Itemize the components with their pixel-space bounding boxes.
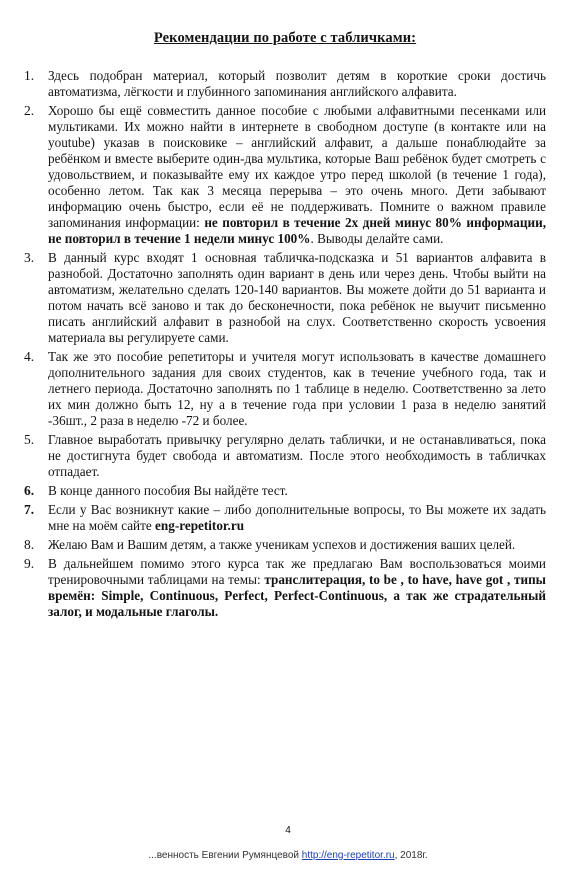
list-item xyxy=(24,250,546,346)
item-number: 5. xyxy=(24,432,35,447)
item-text: Здесь подобран материал, который позволит детям в короткие сроки достичь автоматизма, лёгкости и глубинного запоминания английского алфавита. xyxy=(48,68,546,99)
item-number: 8. xyxy=(24,537,35,552)
item-text: Желаю Вам и Вашим детям, а также ученикам успехов и достижения ваших целей. xyxy=(48,537,516,552)
page-title: Рекомендации по работе с табличками: xyxy=(153,30,417,46)
item-text: Главное выработать привычку регулярно делать таблички, и не останавливаться, пока не достигнута будет свобода и автоматизм. После этого необходимость в табличках отпадает. xyxy=(48,432,546,479)
item-number: 4. xyxy=(24,349,35,364)
item-number: 6. xyxy=(24,483,35,498)
list-item xyxy=(24,68,546,100)
item-number: 9. xyxy=(24,556,35,571)
item-text: Если у Вас возникнут какие – либо дополнительные вопросы, то Вы можете их задать мне на моём сайте eng-repetitor.ru xyxy=(48,502,546,533)
item-text: Так же это пособие репетиторы и учителя могут использовать в качестве домашнего дополнительного задания для своих студентов, как в течение учебного года, так и летнего периода. Достаточно заполнять по 1 таблице в неделю. Соответственно за лето их мин должно быть 12, ну а в течение года при условии 1 раза в неделю занятий -36шт., 2 раза в неделю -72 и более. xyxy=(48,349,546,428)
footer-site-link[interactable]: http://eng-repetitor.ru xyxy=(301,850,395,861)
list-item xyxy=(24,537,546,553)
memory-rule: не повторил в течение 2х дней минус 80% информации, не повторил в течение 1 недели минус 100% xyxy=(48,215,546,246)
recommendations-list xyxy=(24,68,546,620)
list-item xyxy=(24,556,546,620)
footer-copyright: ...венность Евгении Румянцевой http://eng-repetitor.ru, 2018г. xyxy=(148,850,428,861)
topics-list: транслитерация, to be , to have, have got , типы времён: Simple, Continuous, Perfect, Perfect-Continuous, а так же страдательный залог, и модальные глаголы. xyxy=(48,572,546,619)
list-item xyxy=(24,103,546,247)
item-text: В дальнейшем помимо этого курса так же предлагаю Вам воспользоваться моими тренировочными таблицами на темы: транслитерация, to be , to have, have got , типы времён: Simple, Continuous, Perfect, Perfect-Continuous, а так же страдательный залог, и модальные глаголы. xyxy=(48,556,546,619)
list-item xyxy=(24,502,546,534)
list-item xyxy=(24,349,546,429)
item-number: 2. xyxy=(24,103,35,118)
item-number: 3. xyxy=(24,250,35,265)
item-text: Хорошо бы ещё совместить данное пособие с любыми алфавитными песенками или мультиками. Их можно найти в интернете в свободном доступе (в контакте или на youtube) указав в поисковике – английский алфавит, а дальше понаблюдайте за ребёнком и вместе выберите один-два мультика, которые Ваш ребёнок будет смотреть с удовольствием, и показывайте ему их каждое утро перед школой (в течение 1 года), особенно летом. Так как 3 месяца перерыва – это очень много. Дети забывают информацию очень быстро, если её не поддерживать. Помните о важном правиле запоминания информации: не повторил в течение 2х дней минус 80% информации, не повторил в течение 1 недели минус 100%. Выводы делайте сами. xyxy=(48,103,546,246)
list-item xyxy=(24,483,546,499)
list-item xyxy=(24,432,546,480)
site-name[interactable]: eng-repetitor.ru xyxy=(155,518,245,533)
item-number: 1. xyxy=(24,68,35,83)
item-text: В конце данного пособия Вы найдёте тест. xyxy=(48,483,288,498)
page-number: 4 xyxy=(285,825,291,836)
item-number: 7. xyxy=(24,502,35,517)
item-text: В данный курс входят 1 основная табличка-подсказка и 51 вариантов алфавита в разнобой. Достаточно заполнять один вариант в день или через день. Чтобы выйти на автоматизм, желательно сделать 120-140 вариантов. Вы можете дойти до 51 варианта и потом начать всё заново и так до бесконечности, пока ребёнок не выучит письменно писать английский алфавит в разнобой на слух. Соответственно скорость усвоения материала вы регулируете сами. xyxy=(48,250,546,345)
